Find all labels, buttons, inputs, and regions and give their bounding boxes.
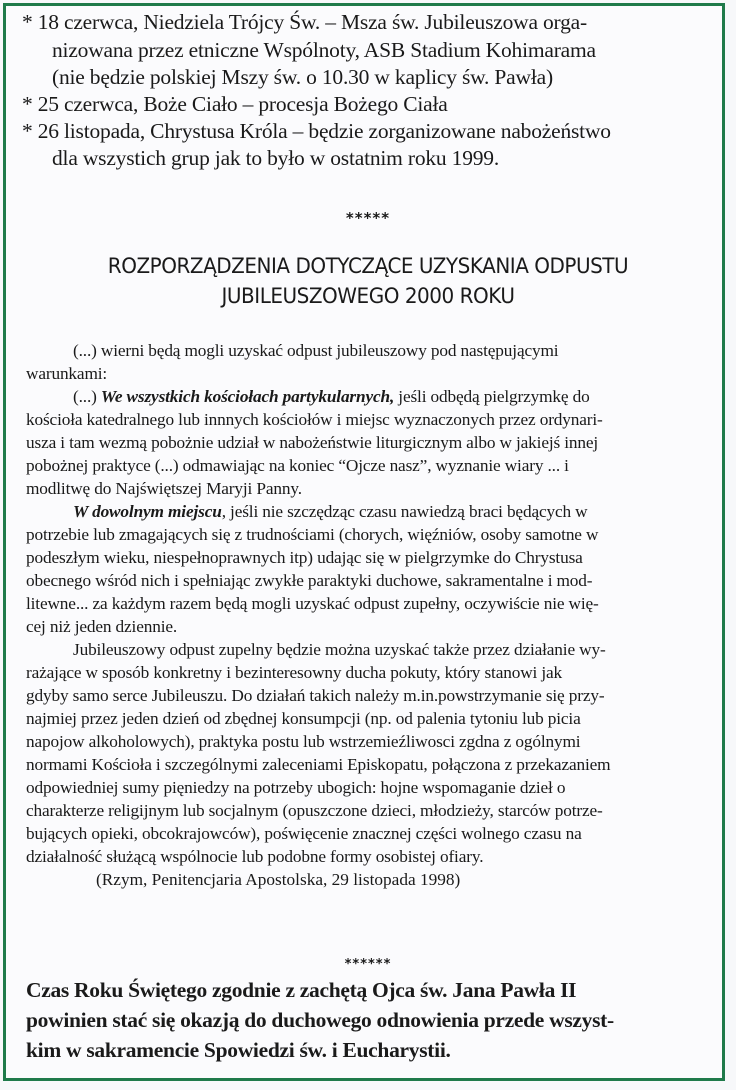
event-item: * 18 czerwca, Niedziela Trójcy Św. – Msza św. Jubileuszowa orga- [22,10,587,34]
closing-line: Czas Roku Świętego zgodnie z zachętą Ojca św. Jana Pawła II [26,978,577,1002]
body-text: (...) [73,387,101,406]
emphasis-text: We wszystkich kościołach partykularnych, [100,387,395,406]
separator: ****** [344,957,392,972]
body-line: obecnego wśród nich i spełniając zwykłe paraktyki duchowe, sakramentalne i mod- [26,571,593,590]
separator: ***** [345,209,391,227]
body-line: cej niż jeden dziennie. [26,617,178,636]
body-line: charakterze religijnym lub socjalnym (opuszczone dzieci, młodzieży, starców potrze- [26,801,603,820]
body-line: (...) wierni będą mogli uzyskać odpust jubileuszowy pod następującymi [73,341,559,360]
body-line: bujących opieki, obcokrajowców), poświęcenie znacznej części wolnego czasu na [26,824,582,843]
body-line: napojow alkoholowych), praktyka postu lub wstrzemieźliwosci zgdna z ogólnymi [26,732,581,751]
citation: (Rzym, Penitencjaria Apostolska, 29 listopada 1998) [96,870,461,889]
event-item-continuation: dla wszystich grup jak to było w ostatnim roku 1999. [52,146,500,170]
body-line [73,387,590,407]
section-heading-line2: JUBILEUSZOWEGO 2000 ROKU [221,284,515,308]
emphasis-text: W dowolnym miejscu [73,502,222,521]
body-line: odpowiedniej sumy pięniedzy na potrzeby ubogich: hojne wspomaganie dzieł o [26,778,566,797]
body-text: , jeśli nie szczędząc czasu nawiedzą braci będących w [221,502,588,521]
body-line: potrzebie lub zmagających się z trudnościami (chorych, więźniów, osoby samotne w [26,525,599,544]
body-line: podeszłym wieku, niespełnoprawnych itp) udając się w pielgrzymke do Chrystusa [26,548,583,567]
body-line: działalność służącą wspólnocie lub podobne formy osobistej ofiary. [26,847,484,866]
body-line: najmiej przez jeden dzień od zbędnej konsumpcji (np. od palenia tytoniu lub picia [26,709,581,728]
body-line: pobożnej praktyce (...) odmawiając na koniec “Ojcze nasz”, wyznanie wiary ... i [26,456,569,475]
body-line: usza i tam wezmą pobożnie udział w nabożeństwie liturgicznym albo w jakiejś innej [26,433,599,452]
body-line: rażające w sposób konkretny i bezinteresowny ducha pokuty, który stanowi jak [26,663,563,682]
body-line: Jubileuszowy odpust zupelny będzie można uzyskać także przez działanie wy- [73,640,606,659]
body-line: normami Kościoła i szczególnymi zaleceniami Episkopatu, połączona z przekazaniem [26,755,611,774]
body-line: warunkami: [26,364,108,383]
body-line: litewne... za każdym razem będą mogli uzyskać odpust zupełny, oczywiście nie wię- [26,594,599,613]
body-text: jeśli odbędą pielgrzymkę do [394,387,590,406]
closing-line: powinien stać się okazją do duchowego odnowienia przede wszyst- [26,1008,614,1032]
event-item: * 25 czerwca, Boże Ciało – procesja Bożego Ciała [22,92,448,116]
event-item: * 26 listopada, Chrystusa Króla – będzie zorganizowane nabożeństwo [22,119,611,143]
body-line [73,502,588,522]
event-item-continuation: nizowana przez etniczne Wspólnoty, ASB Stadium Kohimarama [52,38,596,62]
body-line: gdyby samo serce Jubileuszu. Do działań takich należy m.in.powstrzymanie się przy- [26,686,605,705]
section-heading-line1: ROZPORZĄDZENIA DOTYCZĄCE UZYSKANIA ODPUSTU [107,254,629,278]
body-line: modlitwę do Najświętszej Maryji Panny. [26,479,302,498]
event-item-continuation: (nie będzie polskiej Mszy św. o 10.30 w kaplicy św. Pawła) [52,65,553,89]
closing-line: kim w sakramencie Spowiedzi św. i Eucharystii. [26,1038,451,1062]
body-line: kościoła katedralnego lub innnych kościołów i miejsc wyznaczonych przez ordynari- [26,410,603,429]
